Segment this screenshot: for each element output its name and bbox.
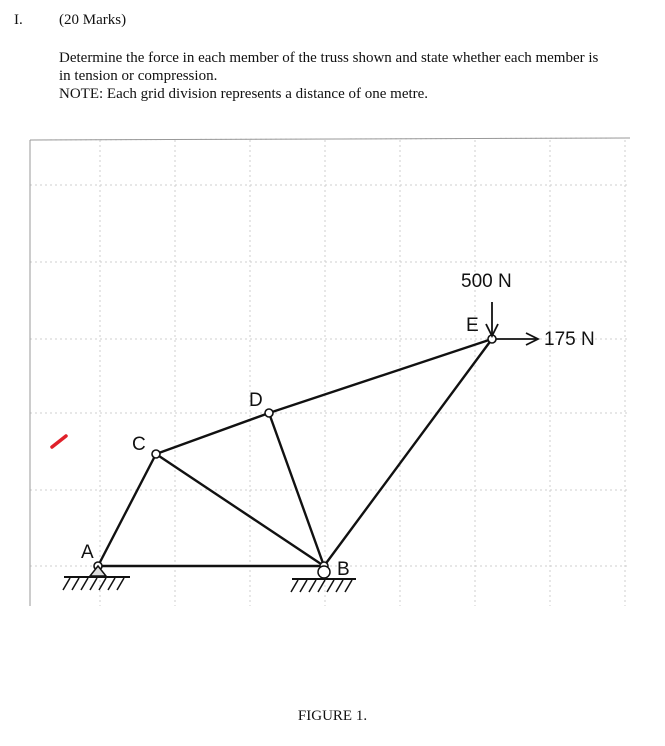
truss-joints bbox=[94, 335, 496, 570]
joint-label-a: A bbox=[81, 542, 94, 563]
load-vertical-arrow bbox=[486, 302, 498, 336]
member-DE bbox=[269, 339, 492, 413]
figure-caption: FIGURE 1. bbox=[297, 708, 368, 724]
load-label-horizontal: 175 N bbox=[544, 329, 595, 350]
prompt-line: Determine the force in each member of the truss shown and state whether each member is bbox=[59, 50, 599, 66]
pin-support-a bbox=[63, 566, 130, 590]
joint-D bbox=[265, 409, 273, 417]
joint-label-b: B bbox=[337, 559, 350, 580]
prompt-line: in tension or compression. bbox=[59, 68, 218, 84]
joint-label-c: C bbox=[132, 434, 146, 455]
grid bbox=[30, 138, 630, 606]
member-EB bbox=[324, 339, 492, 566]
member-CD bbox=[156, 413, 269, 454]
checkmark-icon bbox=[52, 436, 66, 447]
question-marks: (20 Marks) bbox=[59, 12, 127, 28]
joint-label-d: D bbox=[249, 390, 263, 411]
member-AC bbox=[98, 454, 156, 566]
question-number: I. bbox=[14, 12, 23, 28]
joint-label-e: E bbox=[466, 315, 479, 336]
prompt-line: NOTE: Each grid division represents a distance of one metre. bbox=[59, 86, 429, 102]
joint-C bbox=[152, 450, 160, 458]
grid-top-border bbox=[30, 138, 630, 140]
load-label-vertical: 500 N bbox=[461, 271, 512, 292]
member-CB bbox=[156, 454, 324, 566]
load-horizontal-arrow bbox=[496, 333, 538, 345]
